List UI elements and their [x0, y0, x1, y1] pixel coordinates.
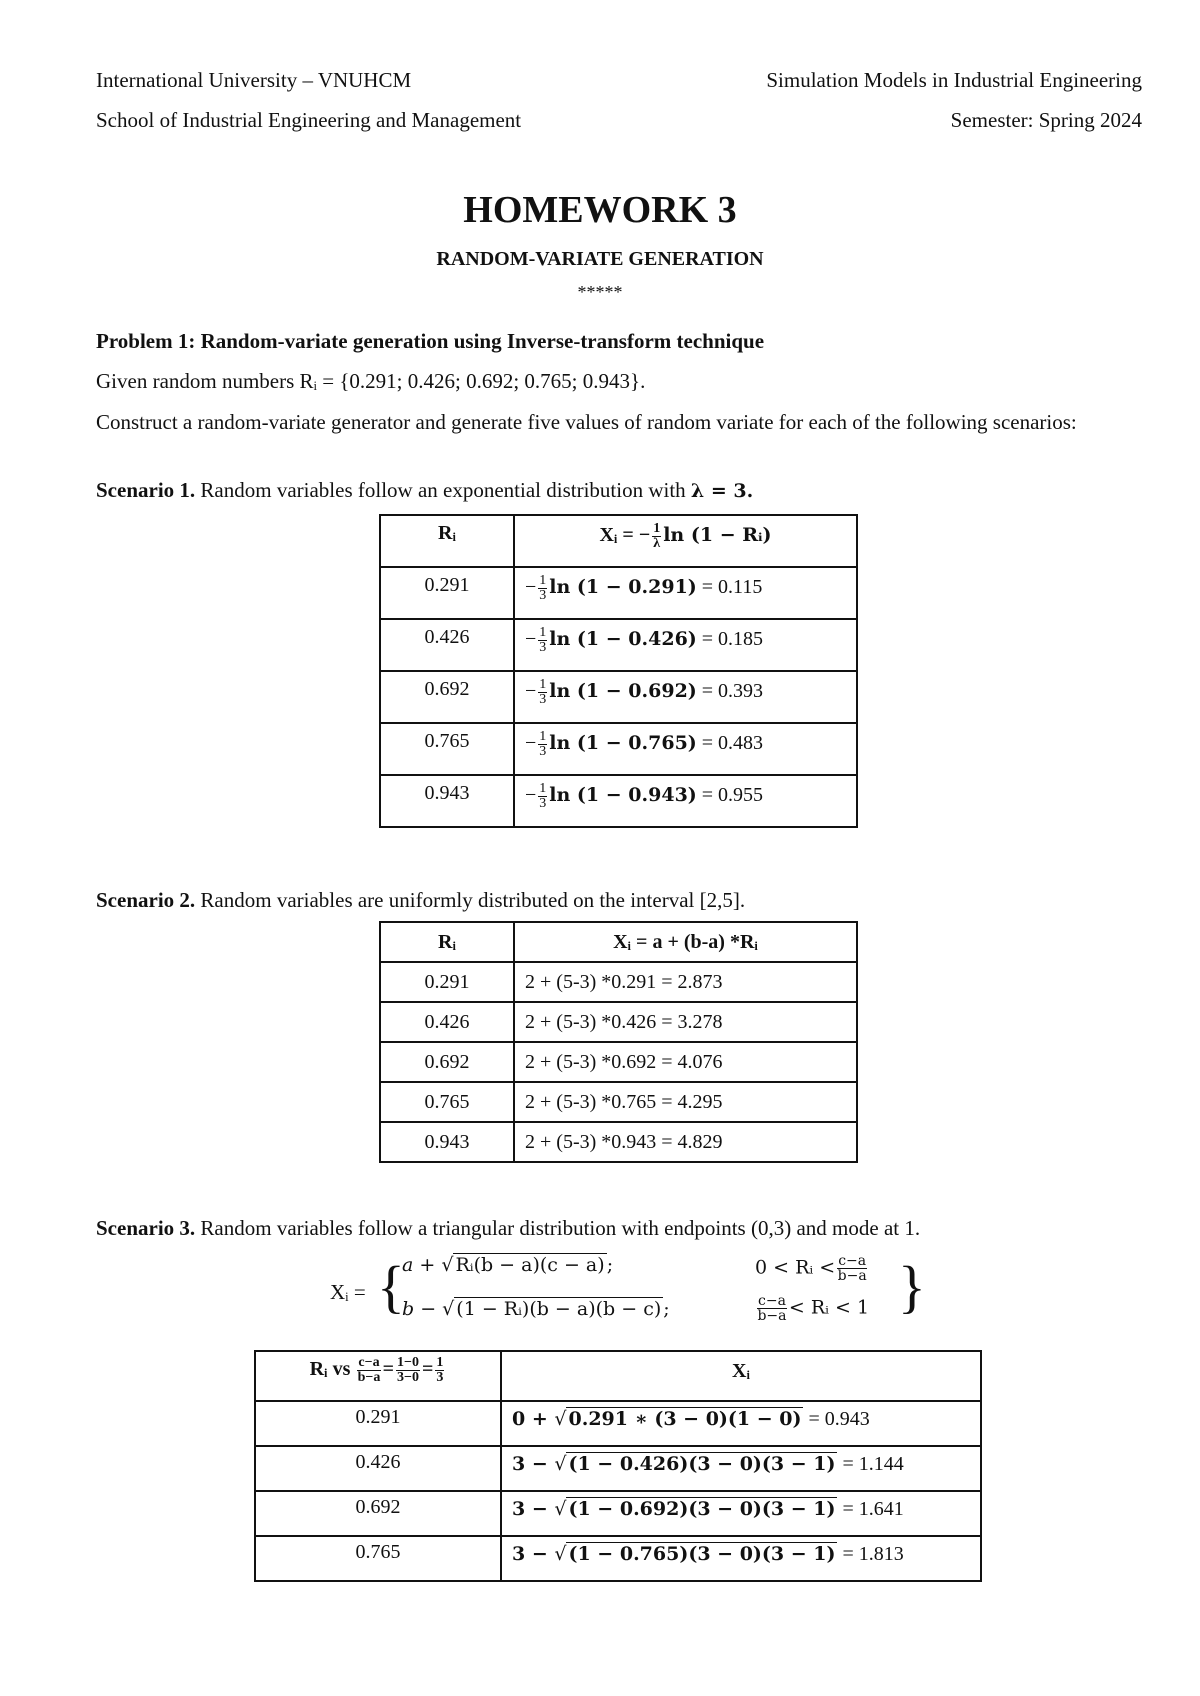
cell-x — [501, 1446, 981, 1491]
title-stars: ***** — [577, 282, 623, 302]
problem1-instruction: Construct a random-variate generator and generate five values of random variate for each of the following scenarios: — [96, 410, 1077, 434]
table-row — [255, 1401, 981, 1446]
cell-x: 2 + (5-3) *0.692 = 4.076 — [514, 1042, 857, 1082]
cell-r: 0.692 — [380, 671, 514, 723]
cell-x: 2 + (5-3) *0.426 = 3.278 — [514, 1002, 857, 1042]
table-row — [380, 962, 857, 1002]
table-header-row — [380, 922, 857, 962]
school-name: School of Industrial Engineering and Management — [96, 108, 522, 132]
table-row — [380, 1002, 857, 1042]
table-row — [380, 1082, 857, 1122]
scenario3-table — [254, 1350, 982, 1582]
column-header-x: Xᵢ = a + (b-a) *Rᵢ — [514, 922, 857, 962]
cell-r: 0.692 — [255, 1491, 501, 1536]
formula-minus: − — [525, 576, 537, 599]
table-row — [255, 1536, 981, 1581]
cell-r: 0.692 — [380, 1042, 514, 1082]
scenario1-param: λ = 3. — [690, 480, 754, 502]
problem1-heading: Problem 1: Random-variate generation using Inverse-transform technique — [96, 329, 765, 353]
scenario1-description — [96, 476, 1142, 505]
column-header-x: Xᵢ — [501, 1351, 981, 1401]
formula-prefix: Xᵢ = − — [599, 524, 651, 547]
cell-x — [501, 1536, 981, 1581]
formula-xi: Xᵢ = — [330, 1280, 366, 1304]
formula-result: = 1.813 — [837, 1543, 904, 1565]
fraction: $\frac{1}{3}$ — [539, 625, 547, 655]
fraction: $\frac{1-0}{3-0}$ — [397, 1355, 419, 1385]
formula-result: = 0.185 — [701, 628, 764, 651]
table-row — [255, 1491, 981, 1536]
formula-prefix: 3 − — [512, 1543, 555, 1565]
course-name: Simulation Models in Industrial Engineering — [766, 68, 1142, 92]
cell-r: 0.291 — [380, 567, 514, 619]
column-header-r: Rᵢ — [380, 922, 514, 962]
scenario1-label: Scenario 1. — [96, 478, 196, 502]
formula-radicand: (1 − 0.426)(3 − 0)(3 − 1) — [568, 1453, 836, 1475]
scenario2-table — [379, 921, 858, 1163]
cell-x — [501, 1491, 981, 1536]
cell-x: 2 + (5-3) *0.291 = 2.873 — [514, 962, 857, 1002]
formula-radicand: 0.291 ∗ (3 − 0)(1 − 0) — [568, 1408, 802, 1430]
cell-x — [514, 619, 857, 671]
right-brace-icon: } — [898, 1254, 926, 1319]
fraction: $\frac{c-a}{b-a}$ — [837, 1253, 867, 1284]
cell-x: 2 + (5-3) *0.765 = 4.295 — [514, 1082, 857, 1122]
formula-result: = 1.144 — [837, 1453, 904, 1475]
formula-suffix: ln (1 − Rᵢ) — [663, 524, 772, 547]
sqrt-icon: √ — [554, 1453, 567, 1475]
scenario3-description — [96, 1214, 1142, 1242]
formula-expression: ln (1 − 0.943) — [549, 784, 697, 807]
formula-prefix: 3 − — [512, 1453, 555, 1475]
case1-condition: 0 < Rᵢ < $\frac{c-a}{b-a}$ — [755, 1253, 867, 1284]
scenario2-description — [96, 886, 1142, 914]
column-header-r: Rᵢ vs $\frac{c-a}{b-a}$ = $\frac{1-0}{3-0}$ = $\frac{1}{3}$ — [255, 1351, 501, 1401]
formula-expression: ln (1 − 0.765) — [549, 732, 697, 755]
semester: Semester: Spring 2024 — [950, 108, 1142, 132]
cell-r: 0.765 — [380, 723, 514, 775]
column-header-x — [514, 515, 857, 567]
fraction: $\frac{1}{3}$ — [539, 677, 547, 707]
cell-x — [514, 723, 857, 775]
fraction: $\frac{1}{3}$ — [539, 729, 547, 759]
cell-x — [514, 567, 857, 619]
cell-r: 0.426 — [380, 1002, 514, 1042]
fraction: $\frac{1}{3}$ — [436, 1355, 444, 1385]
left-brace-icon: { — [377, 1254, 405, 1319]
table-row — [380, 567, 857, 619]
cell-x: 2 + (5-3) *0.943 = 4.829 — [514, 1122, 857, 1162]
fraction: $\frac{c-a}{b-a}$ — [757, 1293, 787, 1324]
formula-result: = 0.943 — [803, 1408, 870, 1430]
cell-x — [501, 1401, 981, 1446]
formula-minus: − — [525, 680, 537, 703]
fraction: $\frac{1}{3}$ — [539, 573, 547, 603]
cell-x — [514, 775, 857, 827]
table-row — [380, 671, 857, 723]
scenario1-table — [379, 514, 858, 828]
piecewise-formula — [330, 1248, 930, 1338]
scenario3-label: Scenario 3. — [96, 1216, 196, 1240]
table-header-row — [380, 515, 857, 567]
formula-minus: − — [525, 784, 537, 807]
formula-expression: ln (1 − 0.291) — [549, 576, 697, 599]
sqrt-icon: √ — [554, 1408, 567, 1430]
formula-prefix: 0 + — [512, 1408, 555, 1430]
table-row — [255, 1446, 981, 1491]
cell-r: 0.291 — [380, 962, 514, 1002]
column-header-prefix: Rᵢ vs — [309, 1358, 351, 1381]
table-row — [380, 775, 857, 827]
scenario1-text: Random variables follow an exponential distribution with — [200, 478, 686, 502]
case1-formula: a + √ Rᵢ(b − a)(c − a) ; — [402, 1254, 614, 1276]
cell-r: 0.765 — [380, 1082, 514, 1122]
cell-r: 0.943 — [380, 775, 514, 827]
fraction: $\frac{c-a}{b-a}$ — [357, 1355, 381, 1385]
page-title: HOMEWORK 3 — [463, 189, 737, 231]
formula-result: = 0.393 — [701, 680, 764, 703]
case2-condition: $\frac{c-a}{b-a}$ < Rᵢ < 1 — [757, 1293, 870, 1324]
sqrt-icon: √ — [554, 1498, 567, 1520]
fraction-numerator: 1 — [653, 521, 661, 536]
fraction: $\frac{1}{3}$ — [539, 781, 547, 811]
formula-radicand: (1 − 0.765)(3 − 0)(3 − 1) — [568, 1543, 836, 1565]
problem1-given: Given random numbers Rᵢ = {0.291; 0.426; 0.692; 0.765; 0.943}. — [96, 369, 646, 393]
table-row — [380, 1042, 857, 1082]
cell-r: 0.765 — [255, 1536, 501, 1581]
table-row — [380, 723, 857, 775]
sqrt-icon: √ — [554, 1543, 567, 1565]
formula-minus: − — [525, 732, 537, 755]
scenario2-label: Scenario 2. — [96, 888, 196, 912]
formula-result: = 0.115 — [701, 576, 763, 599]
table-header-row — [255, 1351, 981, 1401]
formula-result: = 0.955 — [701, 784, 764, 807]
university-name: International University – VNUHCM — [96, 68, 412, 92]
scenario3-text: Random variables follow a triangular distribution with endpoints (0,3) and mode at 1. — [200, 1216, 921, 1240]
formula-expression: ln (1 − 0.692) — [549, 680, 697, 703]
table-row — [380, 619, 857, 671]
case2-formula: b − √ (1 − Rᵢ)(b − a)(b − c) ; — [402, 1298, 670, 1320]
formula-radicand: (1 − 0.692)(3 − 0)(3 − 1) — [568, 1498, 836, 1520]
formula-prefix: 3 − — [512, 1498, 555, 1520]
cell-x — [514, 671, 857, 723]
cell-r: 0.291 — [255, 1401, 501, 1446]
formula-result: = 1.641 — [837, 1498, 904, 1520]
table-row — [380, 1122, 857, 1162]
page-subtitle: RANDOM-VARIATE GENERATION — [436, 248, 764, 270]
formula-result: = 0.483 — [701, 732, 764, 755]
column-header-r: Rᵢ — [380, 515, 514, 567]
cell-r: 0.426 — [380, 619, 514, 671]
cell-r: 0.943 — [380, 1122, 514, 1162]
formula-minus: − — [525, 628, 537, 651]
formula-expression: ln (1 − 0.426) — [549, 628, 697, 651]
fraction-denominator: λ — [653, 536, 661, 551]
fraction — [652, 522, 661, 551]
cell-r: 0.426 — [255, 1446, 501, 1491]
scenario2-text: Random variables are uniformly distributed on the interval [2,5]. — [200, 888, 746, 912]
